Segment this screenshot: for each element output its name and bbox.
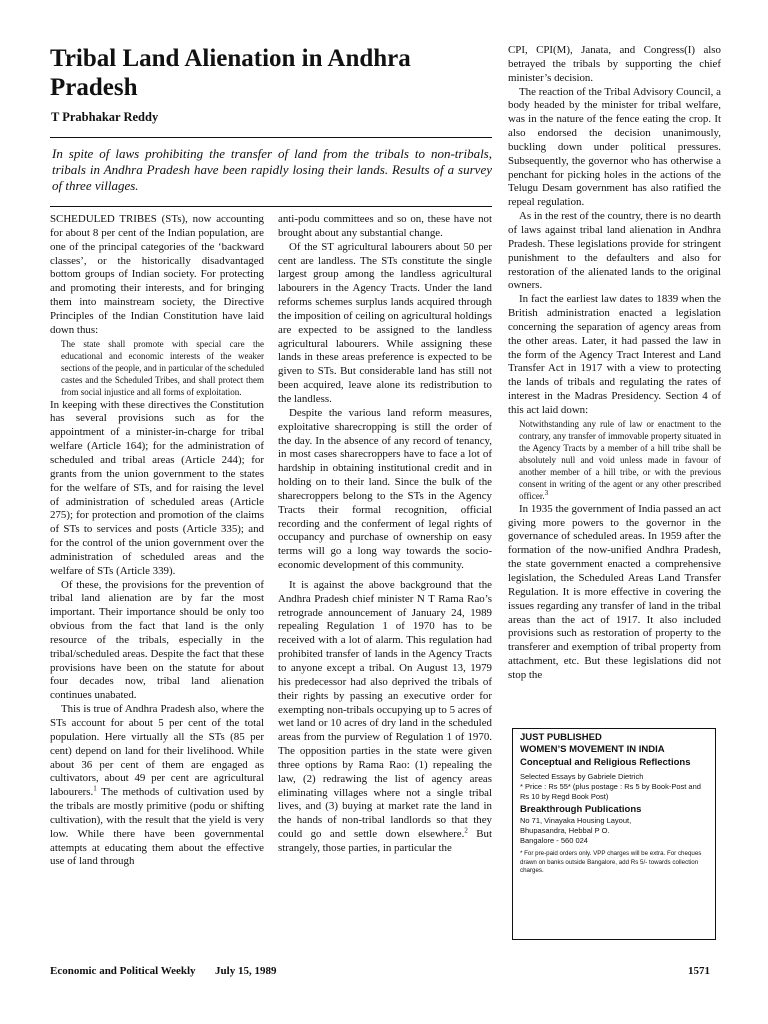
- author-name: T Prabhakar Reddy: [51, 110, 159, 124]
- text-column-2: [278, 213, 492, 958]
- book-advertisement: [512, 728, 716, 940]
- ad-tag: JUST PUBLISHED: [520, 732, 602, 743]
- article-abstract: In spite of laws prohibiting the transfer of land from the tribals to non-tribals, tribals in Andhra Pradesh have been rapidly losing their lands. Results of a survey of three villages.: [52, 146, 492, 193]
- quote-text: Notwithstanding any rule of law or enactment to the contrary, any transfer of immovable property situated in the Agency Tracts by a member of a hill tribe shall be absolutely null and void unless made in favour of another member of a hill tribe, or with the previous consent in writing of the agent or any other prescribed officer.: [519, 418, 721, 501]
- footnote-marker: 1: [93, 784, 97, 793]
- abstract-divider: [50, 206, 492, 207]
- paragraph-text: It is against the above background that the Andhra Pradesh chief minister N T Rama Rao’s retrograde announcement of January 24, 1989 repealing Regulation 1 of 1970 has to be received with a lot of alarm. This regulation had prohibited transfer of lands in the Agency Tracts to anyone except a tribal. On August 13, 1979 his predecessor had also deprived the tribals of their rights by passing an executive order for exempting non-tribals occupying up to 5 acres of wet land or 10 acres of dry land in the scheduled areas from the purview of Regulation 1 of 1970. The opposition parties in the state were given three options by Rama Rao: (1) repealing the law, (2) redrawing the list of agency areas eliminating villages where not a single tribal lives, and (3) buying at market rate the land in the hands of non-tribal landlords so that they could go and settle down elsewhere.: [278, 578, 492, 841]
- footnote-marker: 3: [544, 488, 549, 497]
- block-quote: [519, 418, 721, 502]
- journal-name: Economic and Political Weekly: [50, 965, 196, 977]
- paragraph: In fact the earliest law dates to 1839 when the British administration enacted a legislation concerning the separation of agency areas from the other areas. Later, it had passed the law in the form of the Agency Tract Interest and Land Transfer Act in 1917 with a view to protecting the lands of tribals and regulating the rates of interest in the Madras Presidency. Section 4 of this act laid down:: [508, 293, 721, 416]
- article-title: Tribal Land Alienation in Andhra Pradesh: [50, 45, 411, 101]
- paragraph: [278, 579, 492, 856]
- paragraph: Of the ST agricultural labourers about 50 per cent are landless. The STs constitute the single largest group among the landless agricultural labourers in the Agency Tracts. Under the land reforms schemes surplus lands acquired through the imposition of ceiling on agricultural holdings are expected to be assigned to the landless agricultural labourers. While assigning these lands in these areas preference is expected to be given to STs. But considerable land has still not been acquired, leave alone its redistribution to the landless.: [278, 240, 492, 405]
- paragraph: SCHEDULED TRIBES (STs), now accounting for about 8 per cent of the Indian population, are one of the principal categories of the ‘backward classes’, or the historically disadvantaged bottom groups of Indian society. For protecting and promoting their interests, and for bringing them into mainstream society, the Directive Principles of the Indian Constitution have laid down thus:: [50, 213, 264, 336]
- paragraph-text: The methods of cultivation used by the tribals are mostly primitive (podu or shifting cultivation), with the result that the yield is very low. While there have been governmental attempts at educating them about the effective use of land through: [50, 786, 264, 868]
- paragraph: Despite the various land reform measures, exploitative sharecropping is still the order of the day. In the absence of any record of tenancy, in most cases sharecroppers have to face a lot of hardship in obtaining institutional credit and in holding on to their land. Since the bulk of the sharecroppers belong to the STs in the Agency Tracts their formal recognition, official recording and the conferment of legal rights of occupancy and purchase of ownership on easy terms will go a long way towards the socio-economic development of this community.: [278, 406, 492, 572]
- page-number: 1571: [688, 965, 710, 977]
- paragraph: anti-podu committees and so on, these have not brought about any substantial change.: [278, 213, 492, 239]
- ad-note: * For pre-paid orders only. VPP charges will be extra. For cheques drawn on banks outside Bangalore, add Rs 5/- towards collection charges.: [520, 850, 702, 874]
- paragraph: Of these, the provisions for the prevention of tribal land alienation are by far the most important. Their importance should be only too obvious from the fact that land is the only resource of the tribals, especially in the tribal/scheduled areas. Despite the fact that these provisions have been on the statute for about four decades now, tribal land alienation continues unabated.: [50, 578, 264, 702]
- paragraph: In keeping with these directives the Constitution has several provisions such as for the appointment of a minister-in-charge for tribal welfare (Article 164); for the administration of scheduled and tribal areas (Article 244); for grants from the union government to the states for the welfare of STs, and for raising the level of administration of scheduled areas (Article 275); for protection and promotion of the claims of STs to services and posts (Article 335); and for the control of the union government over the administration of scheduled areas and the welfare of STs (Article 339).: [50, 398, 264, 577]
- issue-date: July 15, 1989: [215, 965, 277, 977]
- ad-address-line: Bangalore - 560 024: [520, 836, 588, 845]
- text-column-3: [508, 44, 721, 726]
- ad-address-line: No 71, Vinayaka Housing Layout,: [520, 816, 632, 825]
- ad-book-subtitle: Conceptual and Religious Reflections: [520, 757, 691, 768]
- text-column-1: [50, 213, 264, 958]
- ad-book-title: WOMEN’S MOVEMENT IN INDIA: [520, 744, 665, 755]
- page-footer: [50, 965, 276, 977]
- paragraph: In 1935 the government of India passed an act giving more powers to the governor in the governance of scheduled areas. In 1959 after the formation of the now-unified Andhra Pradesh, the state government enacted a comprehensive legislation, the Scheduled Areas Land Transfer Regulation. It is more effective in covering the issues regarding any transfer of land in the tribal areas than the act of 1917. It also included provisions such as restoration of property to the transferer and exemption of tribal property from attachment, etc. But these legislations did not stop the: [508, 502, 721, 681]
- block-quote: The state shall promote with special care the educational and economic interests of the weaker sections of the people, and in particular of the scheduled castes and the Scheduled Tribes, and shall protect them from social injustice and all forms of exploitation.: [61, 338, 264, 397]
- ad-editor: Selected Essays by Gabriele Dietrich: [520, 772, 644, 781]
- ad-address-line: Bhupasandra, Hebbal P O.: [520, 826, 610, 835]
- paragraph-text: This is true of Andhra Pradesh also, where the STs account for about 5 per cent of the total population. Here virtually all the STs (85 per cent) depend on land for their livelihood. While about 36 per cent of them are engaged as cultivators, about 49 per cent are agricultural labourers.: [50, 703, 264, 799]
- paragraph: The reaction of the Tribal Advisory Council, a body headed by the minister for tribal welfare, was in the nature of the fence eating the crop. It also endorsed the decision unanimously, buckling down under political pressures. Subsequently, the governor who has otherwise a penchant for picking holes in the actions of the Telugu Desam government has also ratified the repeal regulation.: [508, 85, 721, 209]
- paragraph: [50, 703, 264, 869]
- ad-publisher: Breakthrough Publications: [520, 804, 642, 815]
- paragraph: As in the rest of the country, there is no dearth of laws against tribal land alienation in Andhra Pradesh. These legislations provide for stringent punishment to the defaulters and also for restoration of the alienated lands to the original owners.: [508, 210, 721, 292]
- footnote-marker: 2: [464, 826, 468, 835]
- ad-price: * Price : Rs 55* (plus postage : Rs 5 by Book-Post and Rs 10 by Regd Book Post): [520, 782, 701, 801]
- title-divider: [50, 137, 492, 138]
- paragraph: CPI, CPI(M), Janata, and Congress(I) also betrayed the tribals by supporting the chief minister’s decision.: [508, 44, 721, 84]
- paragraph-text: But strangely, those parties, in particular the: [278, 828, 492, 854]
